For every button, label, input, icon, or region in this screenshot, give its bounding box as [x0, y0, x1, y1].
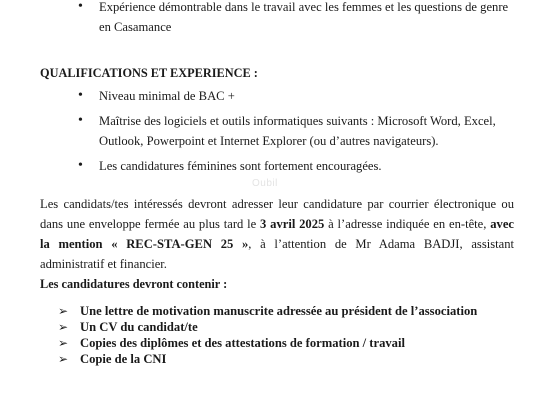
- arrow-check-icon: ➢: [58, 304, 69, 318]
- requirements-heading: Les candidatures devront contenir :: [40, 277, 228, 291]
- deadline-date: 3 avril 2025: [260, 217, 325, 231]
- watermark: Oubil: [252, 178, 278, 189]
- list-item: [58, 303, 477, 319]
- list-item: • Maîtrise des logiciels et outils informatiques suivants : Microsoft Word, Excel, Outlook, Powerpoint et Internet Explorer (ou d’autres navigateurs).: [78, 111, 519, 151]
- list-item: [58, 335, 477, 351]
- arrow-check-icon: ➢: [58, 352, 69, 366]
- qualifications-heading: QUALIFICATIONS ET EXPERIENCE :: [40, 66, 258, 80]
- list-item: • Les candidatures féminines sont fortement encouragées.: [78, 156, 519, 176]
- application-text: à l’adresse indiquée en en-tête,: [324, 217, 491, 231]
- list-item: • Expérience démontrable dans le travail avec les femmes et les questions de genre en Casamance: [78, 0, 519, 37]
- requirement-text: Copies des diplômes et des attestations de formation / travail: [80, 336, 405, 350]
- requirement-text: Un CV du candidat/te: [80, 320, 198, 334]
- reference-mention: avec la mention « REC-STA-GEN 25 »: [40, 217, 514, 251]
- requirements-list: [58, 303, 477, 367]
- application-paragraph: [40, 194, 514, 274]
- requirement-text: Une lettre de motivation manuscrite adressée au président de l’association: [80, 304, 478, 318]
- qualifications-list: [78, 86, 519, 176]
- arrow-check-icon: ➢: [58, 320, 69, 334]
- requirement-text: Copie de la CNI: [80, 352, 167, 366]
- application-text: , à l’attention de Mr Adama BADJI, assistant administratif et financier.: [40, 237, 515, 271]
- list-item: [58, 319, 477, 335]
- list-item: [58, 351, 477, 367]
- arrow-check-icon: ➢: [58, 336, 69, 350]
- list-item: • Niveau minimal de BAC +: [78, 86, 519, 106]
- application-text: Les candidats/tes intéressés devront adresser leur candidature par courrier électronique ou dans une enveloppe fermée au plus tard le: [40, 197, 514, 231]
- experience-list: [78, 0, 519, 37]
